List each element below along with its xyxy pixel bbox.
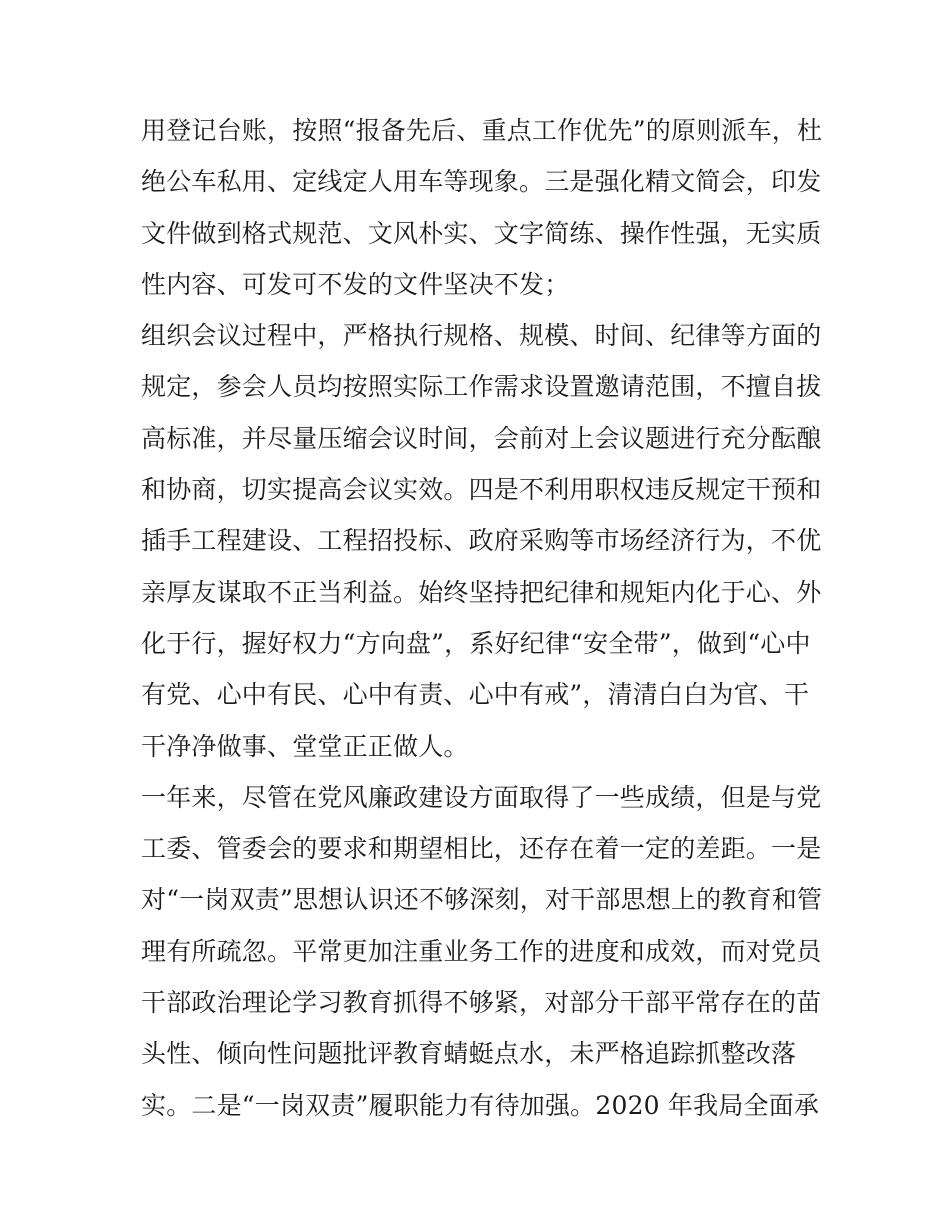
text-line-8: 和协商，切实提高会议实效。四是不利用职权违反规定干预和 xyxy=(141,475,822,505)
text-line-5: 组织会议过程中，严格执行规格、规模、时间、纪律等方面的 xyxy=(141,321,822,351)
text-line-4: 性内容、可发可不发的文件坚决不发； xyxy=(141,269,570,299)
text-line-19: 头性、倾向性问题批评教育蜻蜓点水，未严格追踪抓整改落 xyxy=(141,1039,797,1069)
text-line-13: 干净净做事、堂堂正正做人。 xyxy=(141,731,469,761)
text-line-2: 绝公车私用、定线定人用车等现象。三是强化精文简会，印发 xyxy=(141,167,822,197)
text-line-11: 化于行，握好权力“方向盘”，系好纪律“安全带”，做到“心中 xyxy=(141,628,811,658)
text-line-17: 理有所疏忽。平常更加注重业务工作的进度和成效，而对党员 xyxy=(141,936,822,966)
text-line-9: 插手工程建设、工程招投标、政府采购等市场经济行为，不优 xyxy=(141,526,822,556)
body-text xyxy=(141,105,821,1131)
text-line-20: 实。二是“一岗双责”履职能力有待加强。2020 年我局全面承 xyxy=(141,1090,820,1120)
text-line-6: 规定，参会人员均按照实际工作需求设置邀请范围，不擅自拔 xyxy=(141,372,822,402)
text-line-3: 文件做到格式规范、文风朴实、文字简练、操作性强，无实质 xyxy=(141,218,822,248)
text-line-10: 亲厚友谋取不正当利益。始终坚持把纪律和规矩内化于心、外 xyxy=(141,577,822,607)
text-line-18: 干部政治理论学习教育抓得不够紧，对部分干部平常存在的苗 xyxy=(141,988,822,1018)
text-line-15: 工委、管委会的要求和期望相比，还存在着一定的差距。一是 xyxy=(141,834,822,864)
text-line-12: 有党、心中有民、心中有责、心中有戒”，清清白白为官、干 xyxy=(141,680,810,710)
text-line-1: 用登记台账，按照“报备先后、重点工作优先”的原则派车，杜 xyxy=(141,116,823,145)
text-line-7: 高标准，并尽量压缩会议时间，会前对上会议题进行充分酝酿 xyxy=(141,423,822,453)
text-line-14: 一年来，尽管在党风廉政建设方面取得了一些成绩，但是与党 xyxy=(141,782,822,812)
text-line-16: 对“一岗双责”思想认识还不够深刻，对干部思想上的教育和管 xyxy=(141,885,823,915)
